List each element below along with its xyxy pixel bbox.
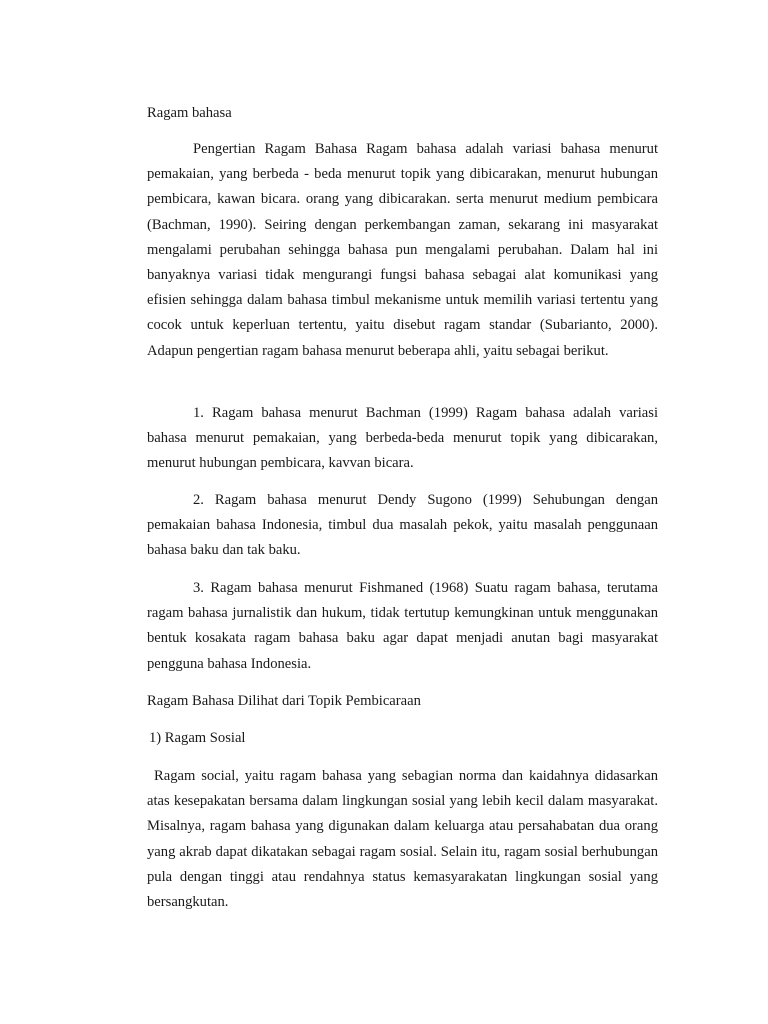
subsection-heading: 1) Ragam Sosial (149, 730, 246, 746)
intro-paragraph: Pengertian Ragam Bahasa Ragam bahasa adalah variasi bahasa menurut pemakaian, yang berbeda - beda menurut topik yang dibicarakan, menurut hubungan pembicara, kawan bicara. orang yang dibicarakan. serta menurut medium pembicara (Bachman, 1990). Seiring dengan perkembangan zaman, sekarang ini masyarakat mengalami perubahan sehingga bahasa pun mengalami perubahan. Dalam hal ini banyaknya variasi tidak mengurangi fungsi bahasa sebagai alat komunikasi yang efisien sehingga dalam bahasa timbul mekanisme untuk memilih variasi tertentu yang cocok untuk keperluan tertentu, yaitu disebut ragam standar (Subarianto, 2000). Adapun pengertian ragam bahasa menurut beberapa ahli, yaitu sebagai berikut. (147, 141, 658, 359)
document-heading: Ragam bahasa (147, 105, 232, 121)
social-paragraph: Ragam social, yaitu ragam bahasa yang sebagian norma dan kaidahnya didasarkan atas kesepakatan bersama dalam lingkungan sosial yang lebih kecil dalam masyarakat. Misalnya, ragam bahasa yang digunakan dalam keluarga atau persahabatan dua orang yang akrab dapat dikatakan sebagai ragam sosial. Selain itu, ragam sosial berhubungan pula dengan tinggi atau rendahnya status kemasyarakatan lingkungan sosial yang bersangkutan. (147, 768, 658, 911)
definition-item-sugono: 2. Ragam bahasa menurut Dendy Sugono (1999) Sehubungan dengan pemakaian bahasa Indonesia, timbul dua masalah pekok, yaitu masalah penggunaan bahasa baku dan tak baku. (147, 492, 658, 559)
definition-item-fishmaned: 3. Ragam bahasa menurut Fishmaned (1968) Suatu ragam bahasa, terutama ragam bahasa jurnalistik dan hukum, tidak tertutup kemungkinan untuk menggunakan bentuk kosakata ragam bahasa baku agar dapat menjadi anutan bagi masyarakat pengguna bahasa Indonesia. (147, 580, 658, 672)
section-heading: Ragam Bahasa Dilihat dari Topik Pembicaraan (147, 693, 421, 709)
definition-item-bachman: 1. Ragam bahasa menurut Bachman (1999) Ragam bahasa adalah variasi bahasa menurut pemakaian, yang berbeda-beda menurut topik yang dibicarakan, menurut hubungan pembicara, kavvan bicara. (147, 405, 658, 472)
